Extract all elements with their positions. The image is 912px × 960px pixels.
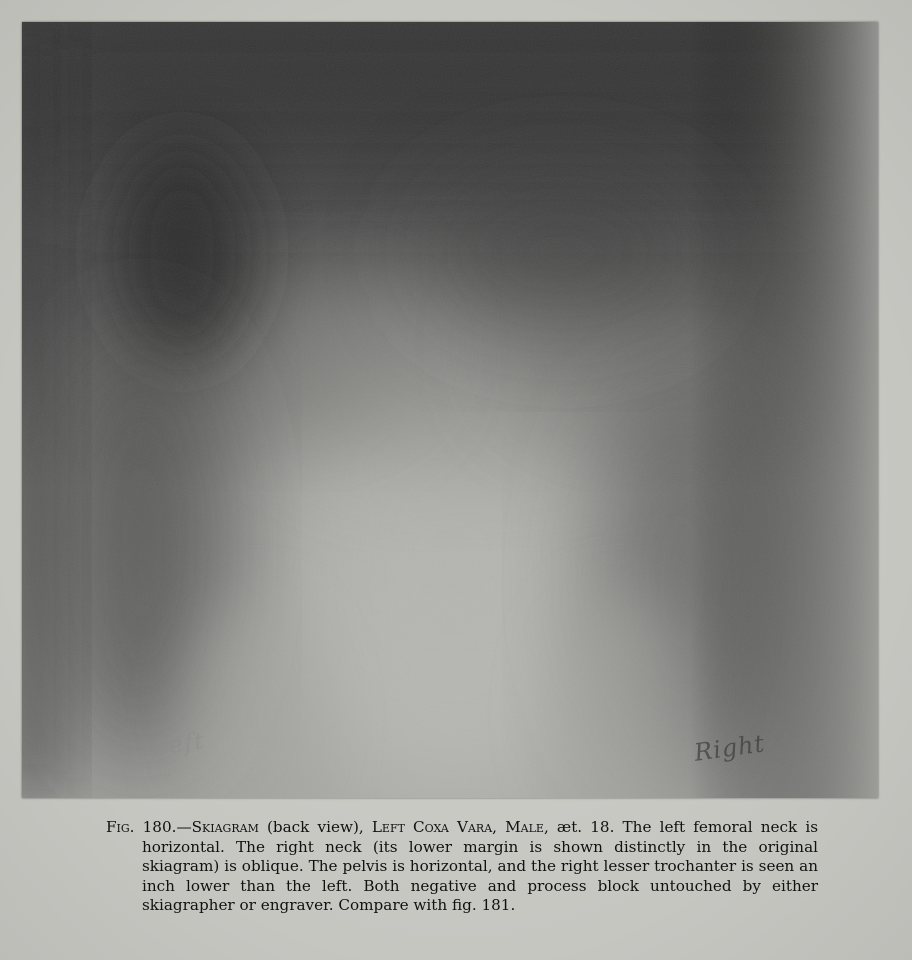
signature-right: Right bbox=[692, 729, 767, 767]
caption-sep-1: , bbox=[492, 818, 506, 836]
caption-sex: Male bbox=[505, 818, 544, 836]
caption-title-word: Skiagram bbox=[191, 818, 259, 836]
skiagram-image bbox=[22, 22, 878, 798]
caption-dash: — bbox=[176, 818, 192, 836]
signature-left: Left bbox=[150, 726, 207, 762]
caption-body-text: The left femoral neck is horizontal. The right neck (its lower margin is shown distinctly in the original skiagram) is oblique. The pelvis is horizontal, and the right lesser trochanter is seen an inch lower than the left. Both negative and process block untouched by either skiagrapher or engraver. Compare with fig. 181. bbox=[142, 818, 818, 914]
caption-sep-2: , bbox=[543, 818, 557, 836]
caption-age: æt. 18. bbox=[556, 818, 615, 836]
figure-label: Fig. 180. bbox=[106, 818, 177, 836]
figure-caption bbox=[106, 818, 818, 916]
skiagram-plate bbox=[22, 22, 878, 798]
caption-view: (back view), bbox=[258, 818, 372, 836]
caption-condition: Left Coxa Vara bbox=[371, 818, 493, 836]
